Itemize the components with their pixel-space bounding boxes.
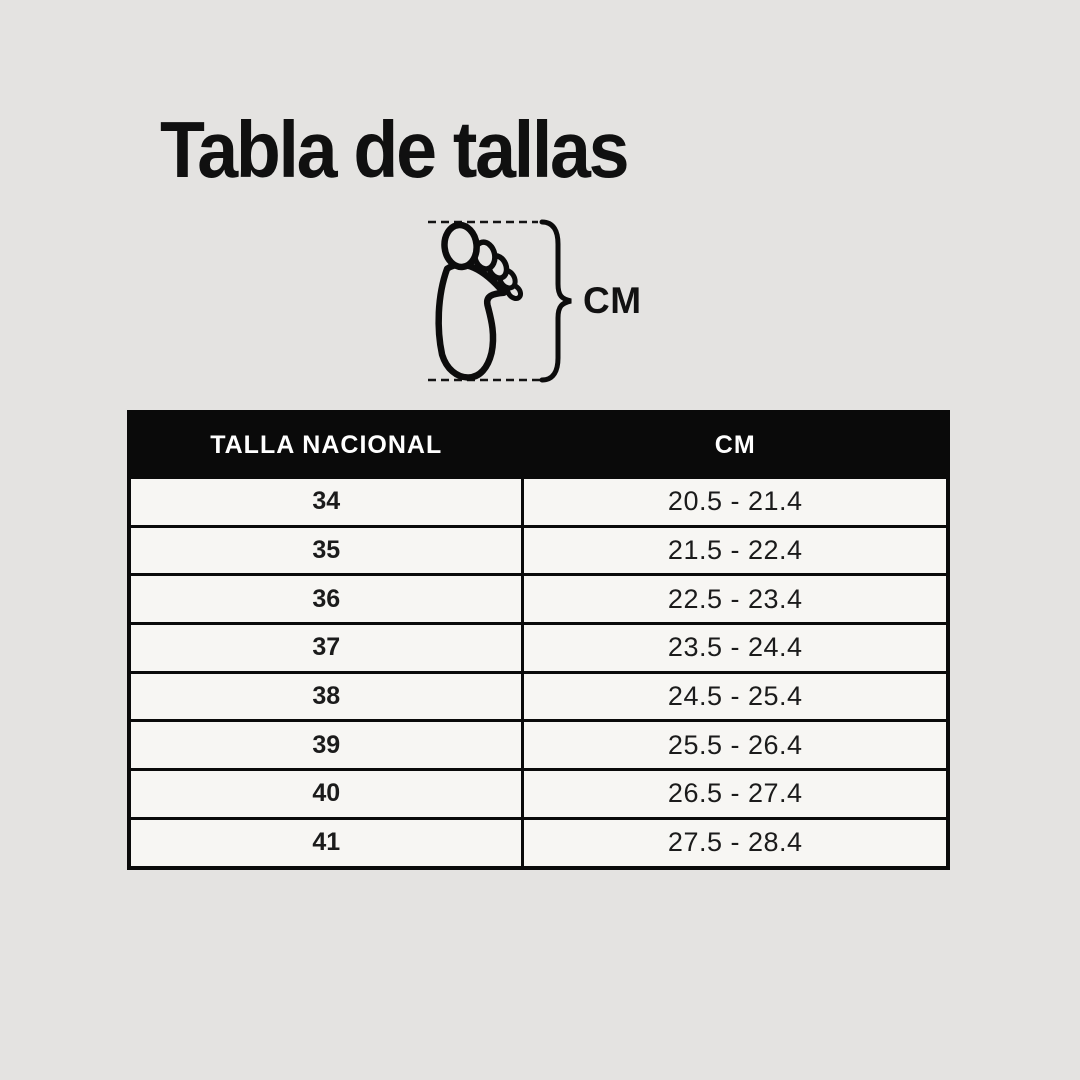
cm-range-cell: 23.5 - 24.4 [523,624,948,673]
page-title: Tabla de tallas [160,105,628,194]
cm-range-cell: 26.5 - 27.4 [523,770,948,819]
cm-range-cell: 21.5 - 22.4 [523,526,948,575]
cm-range-cell: 22.5 - 23.4 [523,575,948,624]
talla-cell: 37 [129,624,523,673]
size-table-body [129,478,948,868]
column-header-cm: CM [523,412,948,478]
table-row [129,818,948,867]
footprint-icon [427,220,530,382]
table-row [129,526,948,575]
cm-measure-label: CM [583,280,642,321]
talla-cell: 35 [129,526,523,575]
foot-measurement-illustration [422,210,682,390]
table-row [129,672,948,721]
talla-cell: 40 [129,770,523,819]
cm-range-cell: 27.5 - 28.4 [523,818,948,867]
table-row [129,770,948,819]
table-row [129,575,948,624]
brace-icon [542,222,571,380]
foot-measurement-svg [422,210,682,390]
talla-cell: 38 [129,672,523,721]
cm-range-cell: 25.5 - 26.4 [523,721,948,770]
talla-cell: 34 [129,478,523,527]
talla-cell: 41 [129,818,523,867]
size-table-header [129,412,948,478]
cm-range-cell: 20.5 - 21.4 [523,478,948,527]
table-row [129,478,948,527]
talla-cell: 36 [129,575,523,624]
size-table [127,410,950,870]
cm-range-cell: 24.5 - 25.4 [523,672,948,721]
table-row [129,721,948,770]
column-header-talla-nacional: TALLA NACIONAL [129,412,523,478]
talla-cell: 39 [129,721,523,770]
table-row [129,624,948,673]
